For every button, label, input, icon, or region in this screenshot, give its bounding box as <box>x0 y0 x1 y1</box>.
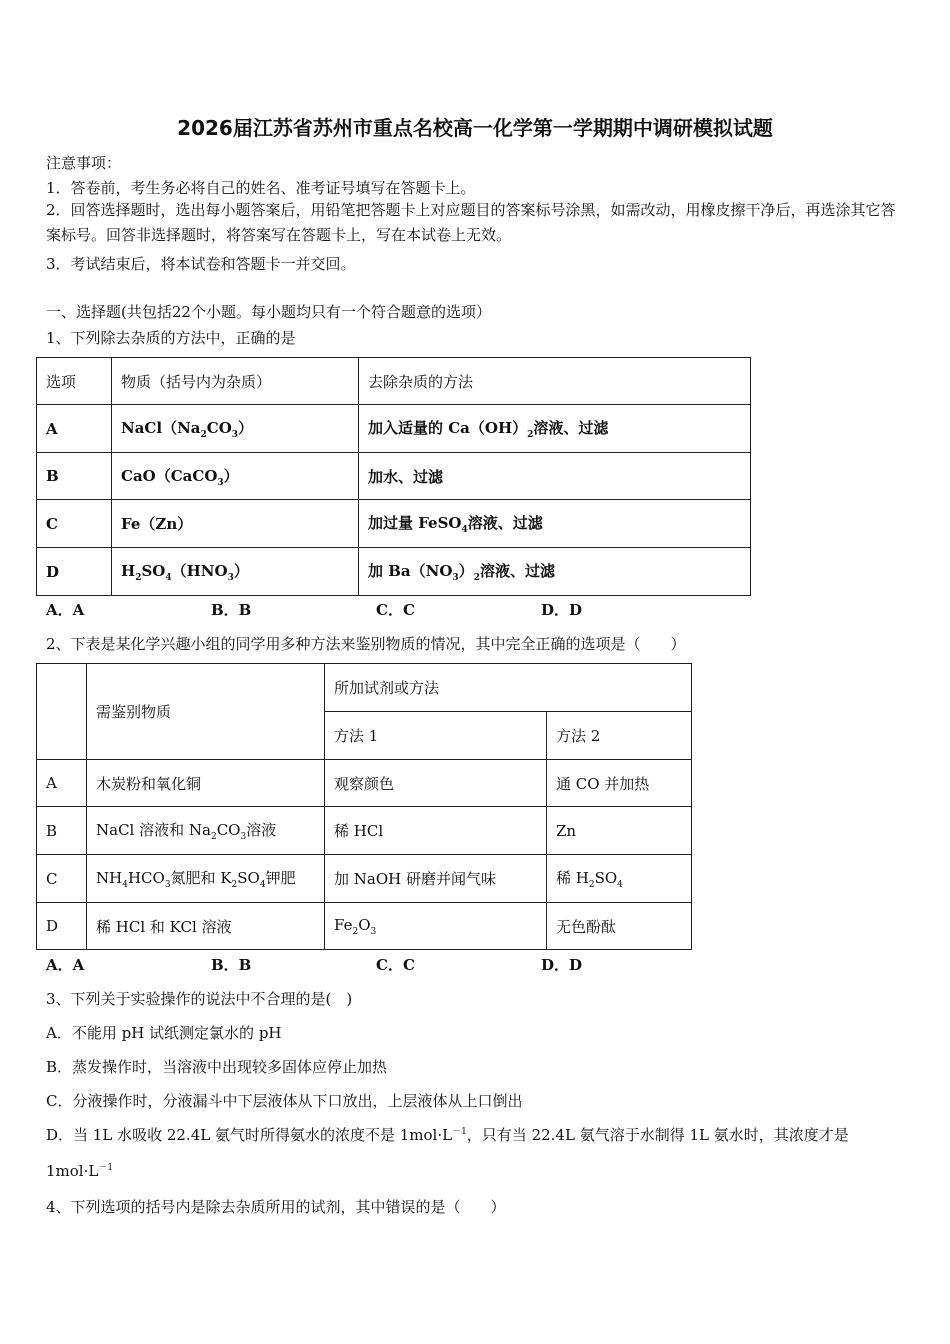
question-1-table <box>36 357 751 596</box>
row-method-1: $Fe_2O_3$ <box>325 903 547 950</box>
table-header-row <box>37 358 751 405</box>
header-method-1: 方法 1 <box>325 712 547 760</box>
row-method-1: 观察颜色 <box>325 760 547 807</box>
table-row <box>37 405 751 453</box>
question-3-option-d-cont: $1mol\cdot L^{-1}$ <box>46 1162 114 1180</box>
row-option: B <box>37 453 112 500</box>
question-2-table <box>36 663 692 950</box>
row-substance: $H_2SO_4(HNO_3)$ <box>112 548 359 596</box>
header-methods: 所加试剂或方法 <box>325 664 692 712</box>
option-d[interactable]: D．D <box>541 956 583 974</box>
question-1-stem: 1、下列除去杂质的方法中，正确的是 <box>46 329 296 347</box>
table-row <box>37 903 692 950</box>
question-3-option-b[interactable]: B．蒸发操作时，当溶液中出现较多固体应停止加热 <box>46 1058 388 1076</box>
row-method: 加水、过滤 <box>359 453 751 500</box>
question-3-option-d[interactable]: D．当 1L 水吸收 22.4L 氨气时所得氨水的浓度不是 $1mol\cdot L^{-1}$，只有当 22.4L 氨气溶于水制得 1L 氨水时，其浓度才是 <box>46 1126 849 1144</box>
row-substance: $NH_4HCO_3$氮肥和 $K_2SO_4$钾肥 <box>87 855 325 903</box>
table-row <box>37 760 692 807</box>
header-substance: 需鉴别物质 <box>87 664 325 760</box>
notice-item-1: 1．答卷前，考生务必将自己的姓名、准考证号填写在答题卡上。 <box>46 179 476 197</box>
table-row <box>37 855 692 903</box>
question-2-options <box>46 954 706 975</box>
table-row <box>37 500 751 548</box>
notice-item-2: 2．回答选择题时，选出每小题答案后，用铅笔把答题卡上对应题目的答案标号涂黑，如需改动，用橡皮擦干净后，再选涂其它答案标号。回答非选择题时，将答案写在答题卡上，写在本试卷上无效。 <box>46 201 896 244</box>
header-method: 去除杂质的方法 <box>359 358 751 405</box>
row-substance: 稀 HCl 和 KCl 溶液 <box>87 903 325 950</box>
option-a[interactable]: A．A <box>46 601 85 619</box>
table-row <box>37 807 692 855</box>
option-b[interactable]: B．B <box>211 956 252 974</box>
row-method-2: Zn <box>547 807 692 855</box>
row-substance: 木炭粉和氧化铜 <box>87 760 325 807</box>
question-3-option-a[interactable]: A．不能用 pH 试纸测定氯水的 pH <box>46 1024 282 1042</box>
header-substance: 物质（括号内为杂质） <box>112 358 359 405</box>
option-c[interactable]: C．C <box>376 601 415 619</box>
row-substance: NaCl 溶液和 $Na_2CO_3$溶液 <box>87 807 325 855</box>
row-option: B <box>37 807 87 855</box>
row-option: D <box>37 903 87 950</box>
row-method: 加 $Ba(NO_3)_2$溶液、过滤 <box>359 548 751 596</box>
row-method-2: 稀 $H_2SO_4$ <box>547 855 692 903</box>
row-option: A <box>37 405 112 453</box>
option-a[interactable]: A．A <box>46 956 85 974</box>
row-method: 加入适量的 $Ca(OH)_2$溶液、过滤 <box>359 405 751 453</box>
option-b[interactable]: B．B <box>211 601 252 619</box>
row-substance: CaO（CaCO$_3$） <box>112 453 359 500</box>
table-header-row <box>37 664 692 712</box>
row-option: A <box>37 760 87 807</box>
row-substance: $NaCl(Na_2CO_3)$ <box>112 405 359 453</box>
row-substance: Fe（Zn） <box>112 500 359 548</box>
option-d[interactable]: D．D <box>541 601 583 619</box>
question-3-option-c[interactable]: C．分液操作时，分液漏斗中下层液体从下口放出，上层液体从上口倒出 <box>46 1092 523 1110</box>
question-3-stem: 3、下列关于实验操作的说法中不合理的是( ) <box>46 990 353 1008</box>
question-4-stem: 4、下列选项的括号内是除去杂质所用的试剂，其中错误的是（ ） <box>46 1198 506 1216</box>
header-option: 选项 <box>37 358 112 405</box>
row-method-2: 无色酚酞 <box>547 903 692 950</box>
notice-heading: 注意事项： <box>46 154 122 172</box>
row-method-1: 稀 HCl <box>325 807 547 855</box>
row-option: C <box>37 855 87 903</box>
header-blank <box>37 664 87 760</box>
page-title: 2026届江苏省苏州市重点名校高一化学第一学期期中调研模拟试题 <box>177 116 773 140</box>
row-method-1: 加 NaOH 研磨并闻气味 <box>325 855 547 903</box>
row-method-2: 通 CO 并加热 <box>547 760 692 807</box>
question-1-options <box>46 599 706 620</box>
header-method-2: 方法 2 <box>547 712 692 760</box>
question-2-stem: 2、下表是某化学兴趣小组的同学用多种方法来鉴别物质的情况，其中完全正确的选项是（ ） <box>46 635 686 653</box>
table-row <box>37 548 751 596</box>
notice-item-3: 3．考试结束后，将本试卷和答题卡一并交回。 <box>46 255 356 273</box>
table-row <box>37 453 751 500</box>
section-heading: 一、选择题(共包括22个小题。每小题均只有一个符合题意的选项） <box>46 303 491 321</box>
row-method: 加过量 FeSO$_4$溶液、过滤 <box>359 500 751 548</box>
option-c[interactable]: C．C <box>376 956 415 974</box>
row-option: C <box>37 500 112 548</box>
row-option: D <box>37 548 112 596</box>
